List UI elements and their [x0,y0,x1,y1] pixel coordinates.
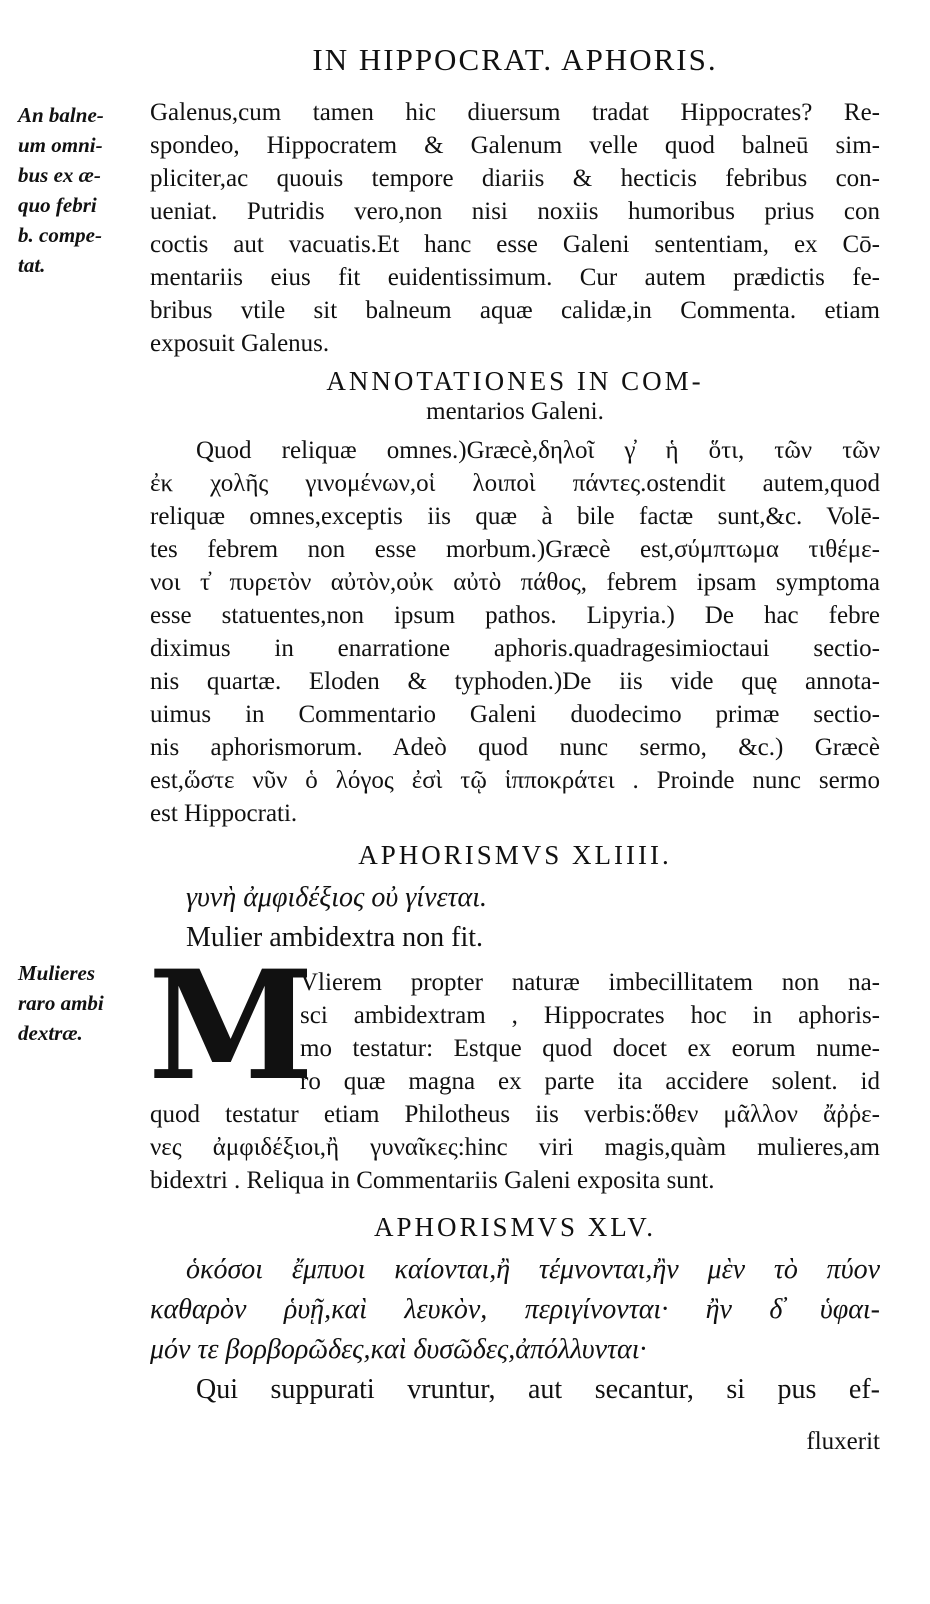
text-line: nis quartæ. Eloden & typhoden.)De iis vide quę annota- [150,668,880,695]
margin-note-line: raro ambi [18,991,104,1015]
text-line: bidextri . Reliqua in Commentariis Galeni exposita sunt. [150,1167,715,1194]
text-line: ἐκ χολῆς γινομένων,οἱ λοιποὶ πάντες.ostendit autem,quod [150,470,880,497]
margin-note-line: bus ex æ- [18,163,101,187]
text-line: est,ὥστε νῦν ὁ λόγος ἐσὶ τῷ ἱπποκράτει . Proinde nunc sermo [150,767,880,794]
text-line: Quod reliquæ omnes.)Græcè,δηλοῖ γ̓ ἡ ὅτι, τῶν τῶν [196,437,880,464]
margin-note-line: Mulieres [18,961,96,985]
text-line: quod testatur etiam Philotheus iis verbis:ὅθεν μᾶλλον ἄῤῥε- [150,1101,880,1128]
text-line: Vlierem propter naturæ imbecillitatem non na- [300,969,880,996]
text-line: Galenus,cum tamen hic diuersum tradat Hippocrates? Re- [150,99,880,126]
text-line: exposuit Galenus. [150,330,330,357]
text-line: diximus in enarratione aphoris.quadragesimioctaui sectio- [150,635,880,662]
text-line: coctis aut vacuatis.Et hanc esse Galeni sententiam, ex Cō- [150,231,880,258]
text-line: mo testatur: Estque quod docet ex eorum nume- [300,1035,880,1062]
text-line: tes febrem non esse morbum.)Græcè est,σύμπτωμα τιθέμε- [150,536,880,563]
annotationes-subheading: mentarios Galeni. [426,398,604,425]
text-line: est Hippocrati. [150,800,298,827]
text-line: mentariis eius fit euidentissimum. Cur autem prædictis fe- [150,264,880,291]
drop-cap-initial: M [148,938,315,1114]
text-line: ro quæ magna ex parte ita accidere solent. id [300,1068,880,1095]
annotationes-heading: ANNOTATIONES IN COM- [326,366,704,396]
greek-line: καθαρὸν ῥυῇ,καὶ λευκὸν, περιγίνονται· ἢν δ̓ ὑφαι- [150,1294,880,1325]
text-line: νοι τ̓ πυρετὸν αὐτὸν,οὐκ αὐτὸ πάθος, febrem ipsam symptoma [150,569,880,596]
paragraph-annotationes [150,434,880,830]
aphorism-44-commentary [150,1098,880,1197]
latin-line: Mulier ambidextra non fit. [186,922,484,953]
margin-note-line: quo febri [18,193,97,217]
margin-note-mulieres [18,958,140,1048]
latin-line: Qui suppurati vruntur, aut secantur, si pus ef- [196,1374,880,1405]
text-line: nis aphorismorum. Adeò quod nunc sermo, &c.) Græcè [150,734,880,761]
greek-line: ὁκόσοι ἔμπυοι καίονται,ἢ τέμνονται,ἢν μὲν τὸ πύον [186,1254,880,1285]
margin-note-line: b. compe- [18,223,102,247]
text-line: esse statuentes,non ipsum pathos. Lipyria.) De hac febre [150,602,880,629]
margin-note-line: um omni- [18,133,103,157]
aphorism-45-greek [150,1250,880,1410]
text-line: pliciter,ac quouis tempore diariis & hecticis febribus con- [150,165,880,192]
catchword: fluxerit [806,1428,880,1455]
text-line: reliquæ omnes,exceptis iis quæ à bile factæ sunt,&c. Volē- [150,503,880,530]
aphorism-44-heading: APHORISMVS XLIIII. [358,840,672,870]
greek-line: γυνὴ ἀμφιδέξιος οὐ γίνεται. [186,882,488,913]
text-line: ueniat. Putridis vero,non nisi noxiis humoribus prius con [150,198,880,225]
greek-line: μόν τε βορβορῶδες,καὶ δυσῶδες,ἀπόλλυνται· [150,1334,647,1365]
text-line: sci ambidextram , Hippocrates hoc in aphoris- [300,1002,880,1029]
aphorism-45-heading: APHORISMVS XLV. [373,1212,657,1242]
margin-note-line: An balne- [18,103,104,127]
margin-note-line: dextræ. [18,1021,83,1045]
text-line: spondeo, Hippocratem & Galenum velle quod balneū sim- [150,132,880,159]
aphorism-44-commentary-indented [300,966,880,1098]
text-line: bribus vtile sit balneum aquæ calidæ,in Commenta. etiam [150,297,880,324]
margin-note-balneum [18,100,140,280]
running-head: IN HIPPOCRAT. APHORIS. [312,42,718,77]
text-line: νες ἀμφιδέξιοι,ἢ γυναῖκες:hinc viri magis,quàm mulieres,am [150,1134,880,1161]
paragraph-galenus [150,96,880,360]
text-line: uimus in Commentario Galeni duodecimo primæ sectio- [150,701,880,728]
margin-note-line: tat. [18,253,46,277]
